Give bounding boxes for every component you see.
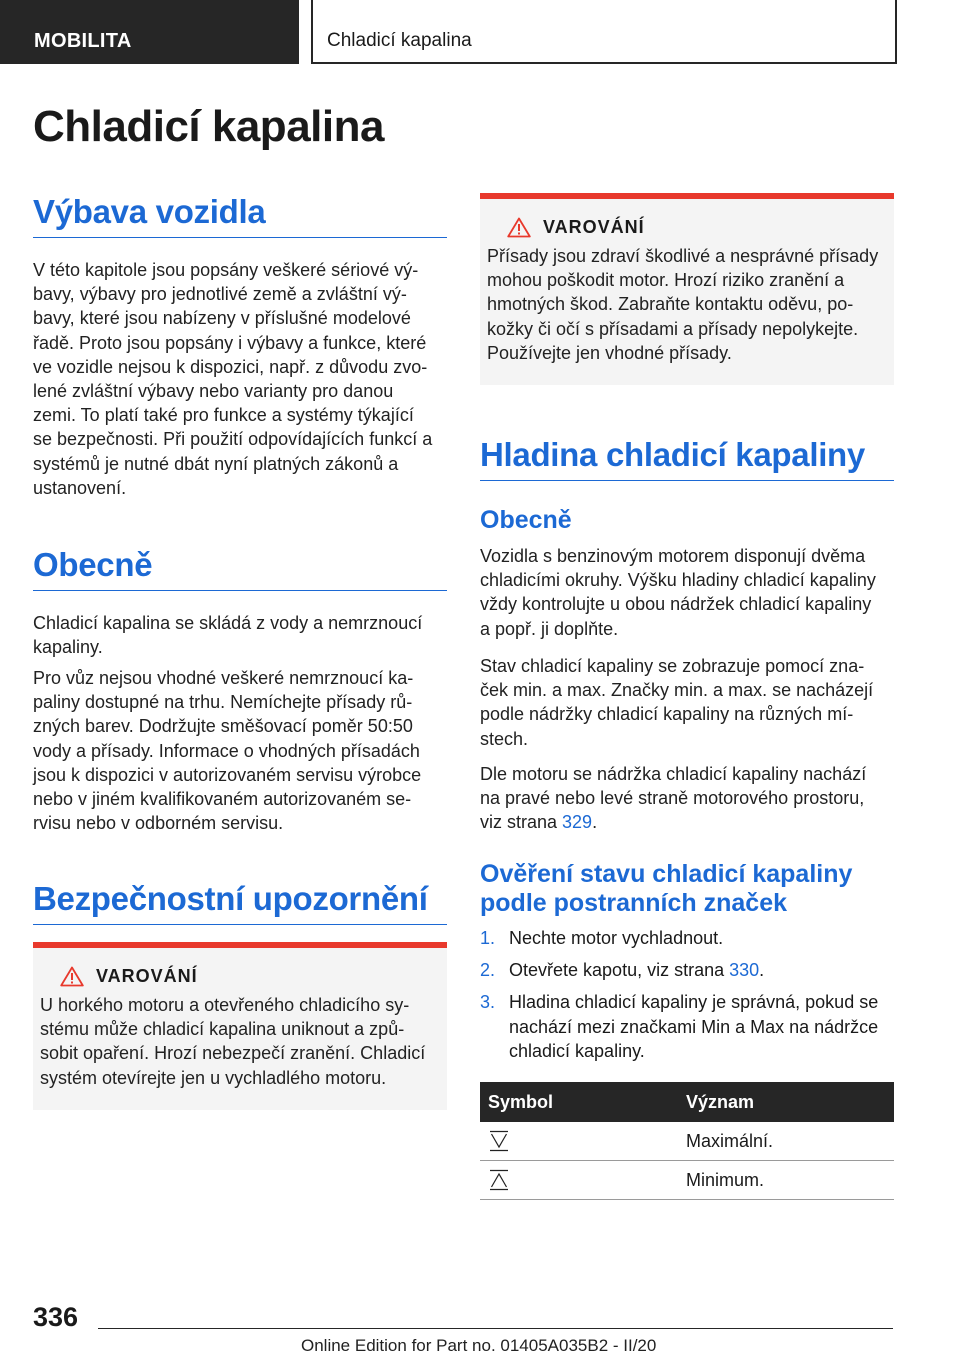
heading-bezpecnostni-upozorneni: Bezpečnostní upozornění <box>33 880 447 925</box>
paragraph-min-max-marks: Stav chladicí kapaliny se zobrazuje pomocí zna- ček min. a max. Značky min. a max. se nacházejí podle nádržky chladicí kapaliny na různých mí- stech. <box>480 656 874 749</box>
warning-title: VAROVÁNÍ <box>543 217 645 237</box>
table-header-row <box>480 1082 894 1122</box>
subheading-overeni-stavu: Ověření stavu chladicí kapaliny podle postranních značek <box>480 860 853 917</box>
step-number: 3. <box>480 992 496 1013</box>
paragraph-obecne-2: Pro vůz nejsou vhodné veškeré nemrznoucí ka- paliny dostupné na trhu. Nemíchejte přísady rů- zných barev. Dodržujte směšovací poměr 50:50 vody a přísady. Informace o vhodných přísadách jsou k dispozici v autorizovaném servisu výrobce nebo v jiném kvalifikovaném autorizovaném se- rvisu nebo v odborném servisu. <box>33 668 422 834</box>
warning-box-additives <box>480 193 894 385</box>
page-number: 336 <box>33 1302 79 1332</box>
list-item: 2. Otevřete kapotu, viz strana 330. <box>480 958 894 982</box>
heading-obecne: Obecně <box>33 546 447 591</box>
footer-edition: Online Edition for Part no. 01405A035B2 - II/20 <box>301 1336 657 1355</box>
footer-divider <box>98 1328 893 1329</box>
paragraph-two-circuits: Vozidla s benzinovým motorem disponují dvěma chladicími okruhy. Výšku hladiny chladicí kapaliny vždy kontrolujte u obou nádržek chladicí kapaliny a popř. ji doplňte. <box>480 546 876 639</box>
paragraph-vybava: V této kapitole jsou popsány veškeré sériové vý- bavy, výbavy pro jednotlivé země a zvláštní vý- bavy, které jsou nabízeny v příslušné modelové řadě. Proto jsou popsány i výbavy a funkce, které ve vozidle nejsou k dispozici, např. z důvodu zvo- lené zvláštní výbavy nebo varianty pro danou zemi. To platí také pro funkce a systémy týkající se bezpečnosti. Při použití odpovídajících funkcí a systémů je nutné dbát nyní platných zákonů a ustanovení. <box>33 260 433 498</box>
warning-title: VAROVÁNÍ <box>96 966 198 986</box>
header-topic-label: Chladicí kapalina <box>327 30 472 51</box>
heading-hladina-chladici-kapaliny: Hladina chladicí kapaliny <box>480 436 894 481</box>
warning-text: U horkého motoru a otevřeného chladicího sy- stému může chladicí kapalina uniknout a způ- sobit opaření. Hrozí nebezpečí zranění. Chladicí systém otevírejte jen u vychladlého motoru. <box>40 995 426 1088</box>
table-row <box>480 1122 894 1161</box>
header-section-label: MOBILITA <box>34 30 132 52</box>
column-header-symbol: Symbol <box>480 1082 686 1122</box>
header-section-tab <box>0 0 299 64</box>
warning-triangle-icon <box>60 966 84 987</box>
list-item: 1. Nechte motor vychladnout. <box>480 926 894 950</box>
steps-list <box>480 926 894 1071</box>
paragraph-reservoir-location: Dle motoru se nádržka chladicí kapaliny nachází na pravé nebo levé straně motorového prostoru, viz strana 329. <box>480 764 867 833</box>
page-link-329[interactable]: 329 <box>562 812 593 833</box>
page-link-330[interactable]: 330 <box>729 960 760 981</box>
step-number: 2. <box>480 960 496 981</box>
list-item: 3. Hladina chladicí kapaliny je správná, pokud se nachází mezi značkami Min a Max na nádržce chladicí kapaliny. <box>480 992 879 1061</box>
column-header-meaning: Význam <box>686 1082 894 1122</box>
warning-triangle-icon <box>507 217 531 238</box>
subheading-obecne: Obecně <box>480 506 572 534</box>
symbol-table <box>480 1082 894 1200</box>
header-topic-tab <box>311 0 897 64</box>
paragraph-obecne-1: Chladicí kapalina se skládá z vody a nemrznoucí kapaliny. <box>33 613 423 658</box>
warning-box-hot-engine <box>33 942 447 1110</box>
max-mark-icon <box>489 1130 509 1152</box>
warning-text: Přísady jsou zdraví škodlivé a nesprávné přísady mohou poškodit motor. Hrozí riziko zranění a hmotných škod. Zabraňte kontaktu oděvu, po- kožky či očí s přísadami a přísady nepolykejte. Používejte jen vhodné přísady. <box>487 246 879 363</box>
meaning-cell: Maximální. <box>686 1122 894 1161</box>
meaning-cell: Minimum. <box>686 1161 894 1200</box>
min-mark-icon <box>489 1169 509 1191</box>
table-row <box>480 1161 894 1200</box>
page-title: Chladicí kapalina <box>33 102 384 151</box>
step-number: 1. <box>480 928 496 948</box>
heading-vybava-vozidla: Výbava vozidla <box>33 193 447 238</box>
